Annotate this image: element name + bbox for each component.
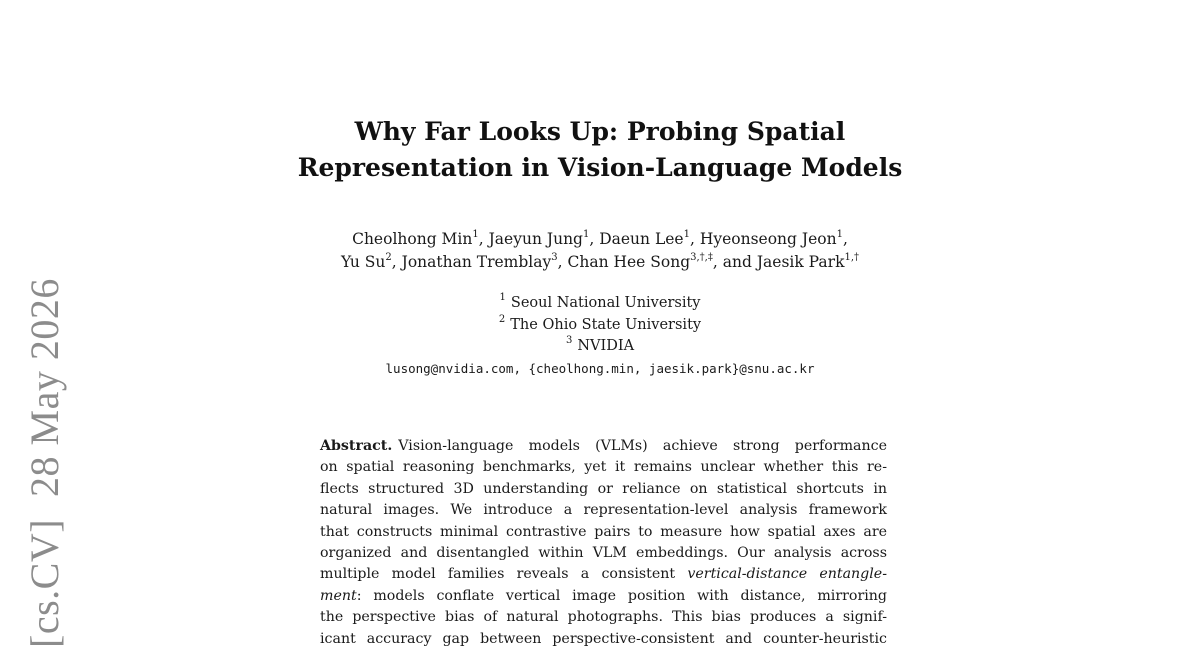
affiliation-name: NVIDIA <box>577 338 635 354</box>
author-name: Cheolhong Min <box>352 230 473 248</box>
contact-emails: lusong@nvidia.com, {cheolhong.min, jaesik.park}@snu.ac.kr <box>385 360 815 376</box>
abstract-line: natural images. We introduce a representation-level analysis framework <box>320 502 887 519</box>
author-connector: and <box>722 253 752 271</box>
author-line-2: Yu Su$^2$, Jonathan Tremblay$^3$, Chan Hee Song$^{3,\dagger,\ddagger}$, and Jaesik Park$^{1,\dagger}$ <box>340 251 860 271</box>
abstract-line: that constructs minimal contrastive pairs to measure how spatial axes are <box>320 523 887 540</box>
italic-term: vertical-distance entangle- <box>687 566 887 583</box>
affiliations <box>0 293 1200 379</box>
affiliation-number: 3 <box>565 335 573 347</box>
arxiv-category: [cs.CV] <box>22 518 67 648</box>
abstract-line: organized and disentangled within VLM embeddings. Our analysis across <box>320 544 887 561</box>
title-line-1: Why Far Looks Up: Probing Spatial <box>354 117 846 146</box>
abstract-line: the perspective bias of natural photographs. This bias produces a signif- <box>320 609 887 626</box>
arxiv-date: 28 May 2026 <box>22 278 67 497</box>
affiliation-item <box>0 315 1200 337</box>
author-affiliation-mark: 3 <box>551 251 558 263</box>
abstract-line: multiple model families reveals a consistent vertical-distance entangle- <box>320 566 887 583</box>
author-name: Jaeyun Jung <box>488 230 583 248</box>
author-name: Hyeonseong Jeon <box>699 230 837 248</box>
affiliation-name: Seoul National University <box>510 295 701 311</box>
abstract <box>320 436 887 648</box>
author-affiliation-mark: 1 <box>472 228 479 240</box>
affiliation-name: The Ohio State University <box>510 316 702 333</box>
abstract-line: on spatial reasoning benchmarks, yet it remains unclear whether this re- <box>320 459 887 476</box>
affiliation-item <box>0 293 1200 315</box>
author-affiliation-mark: 1 <box>836 228 843 240</box>
italic-term: ment <box>320 587 357 604</box>
author-list <box>0 228 1200 274</box>
abstract-line: ment: models conflate vertical image position with distance, mirroring <box>320 587 887 604</box>
author-name: Jonathan Tremblay <box>401 253 552 271</box>
author-name: Daeun Lee <box>599 230 684 248</box>
author-name: Chan Hee Song <box>567 253 691 271</box>
title-line-2: Representation in Vision-Language Models <box>297 153 903 182</box>
author-affiliation-mark: 1 <box>683 228 690 240</box>
author-affiliation-mark: 3,†,‡ <box>690 251 713 263</box>
author-name: Yu Su <box>340 253 386 271</box>
author-name: Jaesik Park <box>756 253 845 271</box>
abstract-line: Abstract. Vision-language models (VLMs) achieve strong performance <box>320 438 887 454</box>
affiliation-number: 1 <box>499 292 506 304</box>
affiliation-number: 2 <box>498 313 506 325</box>
affiliation-item <box>0 336 1200 358</box>
abstract-line: flects structured 3D understanding or reliance on statistical shortcuts in <box>320 480 887 497</box>
author-affiliation-mark: 2 <box>385 251 392 263</box>
abstract-label: Abstract. <box>320 438 393 454</box>
author-affiliation-mark: 1,† <box>844 251 860 263</box>
author-affiliation-mark: 1 <box>582 228 590 240</box>
author-line-1: Cheolhong Min$^1$, Jaeyun Jung$^1$, Daeun Lee$^1$, Hyeonseong Jeon$^1$, <box>352 228 848 248</box>
abstract-line: icant accuracy gap between perspective-consistent and counter-heuristic <box>320 630 887 647</box>
paper-title <box>0 114 1200 186</box>
